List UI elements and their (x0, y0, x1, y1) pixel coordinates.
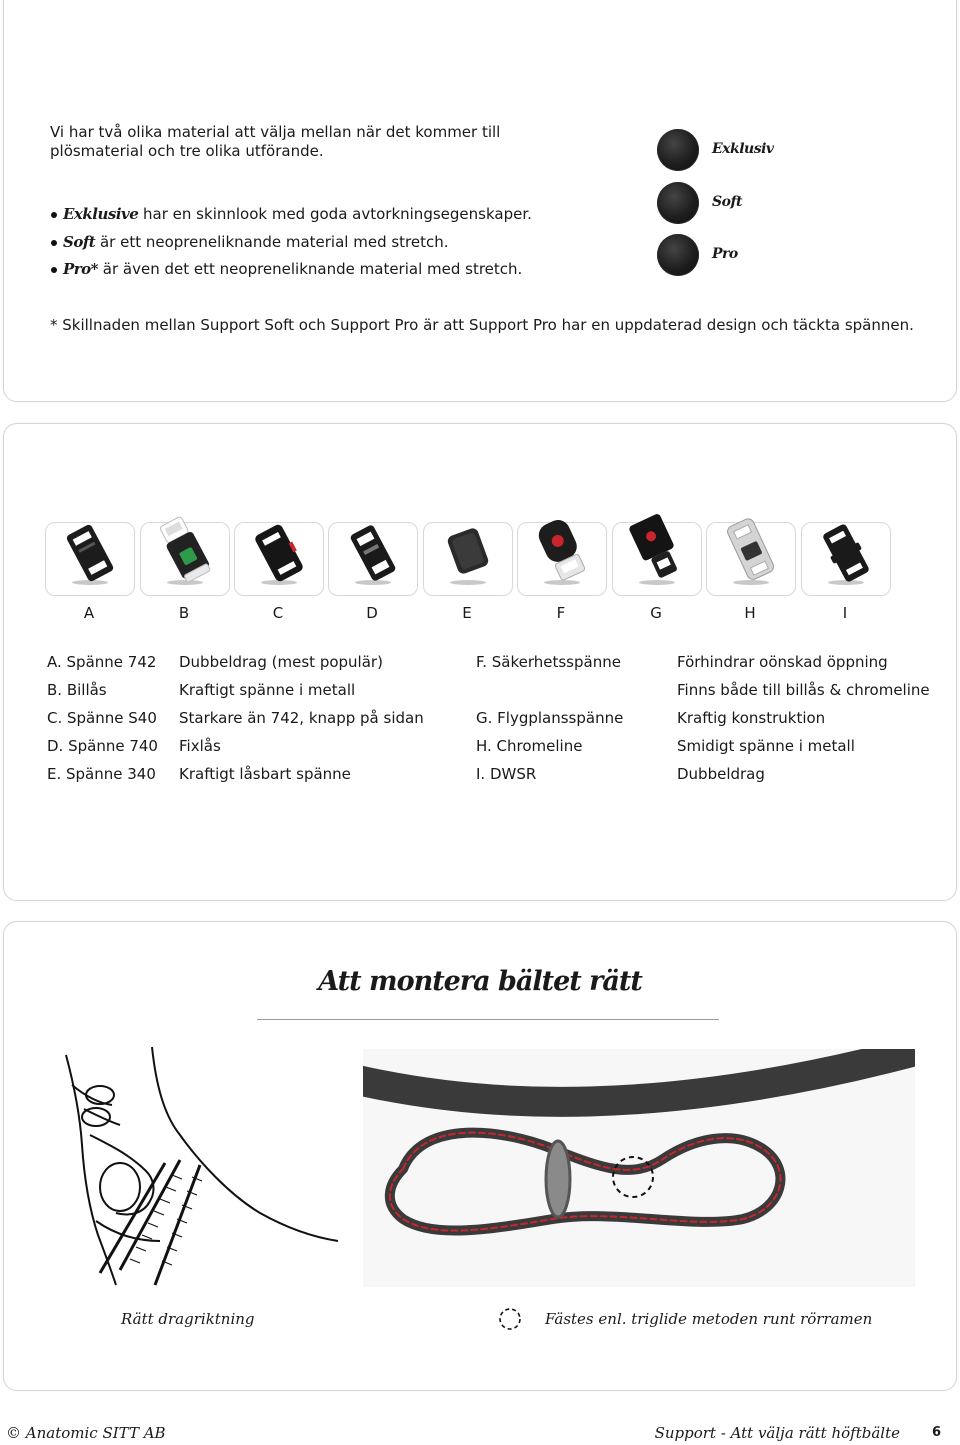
buckle-card-h (706, 522, 796, 596)
copyright-symbol: © (6, 1424, 21, 1442)
swatch-label-pro: Pro (712, 246, 738, 262)
swatch-label-exklusiv: Exklusiv (712, 141, 774, 157)
buckle-dwsr-icon (816, 523, 876, 583)
buckle-flygplan-icon (624, 513, 690, 585)
buckle-letter-f: F (556, 604, 566, 622)
spec-description: Dubbeldrag (mest populär) (179, 653, 383, 671)
buckle-card-b (140, 522, 230, 596)
footer-document-title: Support - Att välja rätt höftbälte (654, 1424, 900, 1442)
material-description: har en skinnlook med goda avtorkningsegenskaper. (138, 205, 532, 223)
materials-list (50, 205, 532, 288)
buckle-s40-icon (249, 523, 309, 583)
buckle-card-g (612, 522, 702, 596)
spec-description: Kraftigt spänne i metall (179, 681, 356, 699)
section-title: Att montera bältet rätt (318, 966, 642, 997)
spec-name: G. Flygplansspänne (476, 709, 624, 727)
spec-name: C. Spänne S40 (47, 709, 157, 727)
material-description: är även det ett neopreneliknande material med stretch. (98, 260, 523, 278)
buckle-letter-i: I (842, 604, 848, 622)
buckle-letter-e: E (462, 604, 472, 622)
buckle-chromeline-icon (721, 517, 781, 583)
buckle-340-icon (438, 521, 498, 581)
swatch-exklusiv (657, 129, 699, 171)
material-term: Soft (63, 232, 96, 251)
buckle-card-c (234, 522, 324, 596)
triglide-strap-illustration (363, 1049, 915, 1287)
buckle-card-f (517, 522, 607, 596)
spec-name: B. Billås (47, 681, 107, 699)
buckle-card-e (423, 522, 513, 596)
buckle-742-icon (60, 523, 120, 583)
spec-description: Förhindrar oönskad öppning (677, 653, 888, 671)
spec-description: Kraftig konstruktion (677, 709, 826, 727)
page-number: 6 (932, 1425, 942, 1440)
buckle-740-icon (343, 523, 403, 583)
buckle-letter-h: H (744, 604, 756, 622)
swatch-label-soft: Soft (712, 194, 742, 210)
footer-company (6, 1424, 166, 1442)
buckle-letter-g: G (650, 604, 662, 622)
buckle-card-d (328, 522, 418, 596)
spec-name: D. Spänne 740 (47, 737, 158, 755)
buckle-letter-b: B (178, 604, 190, 622)
caption-direction: Rätt dragriktning (121, 1310, 255, 1328)
list-item (50, 260, 532, 288)
material-term: Pro* (63, 260, 99, 278)
spec-name: A. Spänne 742 (47, 653, 157, 671)
spec-description: Fixlås (179, 737, 221, 755)
material-description: är ett neopreneliknande material med stretch. (95, 232, 449, 251)
swatch-pro (657, 234, 699, 276)
buckle-billas-icon (153, 515, 217, 585)
spec-description: Starkare än 742, knapp på sidan (179, 709, 424, 727)
buckle-letter-c: C (272, 604, 284, 622)
list-item (50, 205, 532, 233)
company-name: Anatomic SITT AB (25, 1424, 166, 1442)
buckle-card-i (801, 522, 891, 596)
buckle-letter-d: D (366, 604, 378, 622)
triglide-marker-icon (498, 1307, 522, 1331)
spec-description: Dubbeldrag (677, 765, 765, 783)
spec-description: Kraftigt låsbart spänne (179, 765, 351, 783)
buckle-sakerhet-icon (530, 515, 594, 585)
materials-intro: Vi har två olika material att välja mellan när det kommer till plösmaterial och tre olika utförande. (50, 123, 501, 160)
spec-description: Smidigt spänne i metall (677, 737, 855, 755)
title-divider (257, 1019, 719, 1020)
list-item (50, 233, 532, 261)
anatomy-illustration (60, 1045, 340, 1290)
spec-name: H. Chromeline (476, 737, 583, 755)
spec-name: I. DWSR (476, 765, 537, 783)
caption-triglide: Fästes enl. triglide metoden runt rörramen (545, 1310, 873, 1328)
spec-name: E. Spänne 340 (47, 765, 156, 783)
spec-description: Finns både till billås & chromeline (677, 681, 930, 699)
materials-footnote: * Skillnaden mellan Support Soft och Support Pro är att Support Pro har en uppdaterad design och täckta spännen. (50, 316, 914, 334)
material-term: Exklusive (63, 205, 139, 223)
buckle-card-a (45, 522, 135, 596)
spec-name: F. Säkerhetsspänne (476, 653, 621, 671)
swatch-soft (657, 182, 699, 224)
buckle-letter-a: A (83, 604, 95, 622)
materials-panel (3, 0, 957, 402)
